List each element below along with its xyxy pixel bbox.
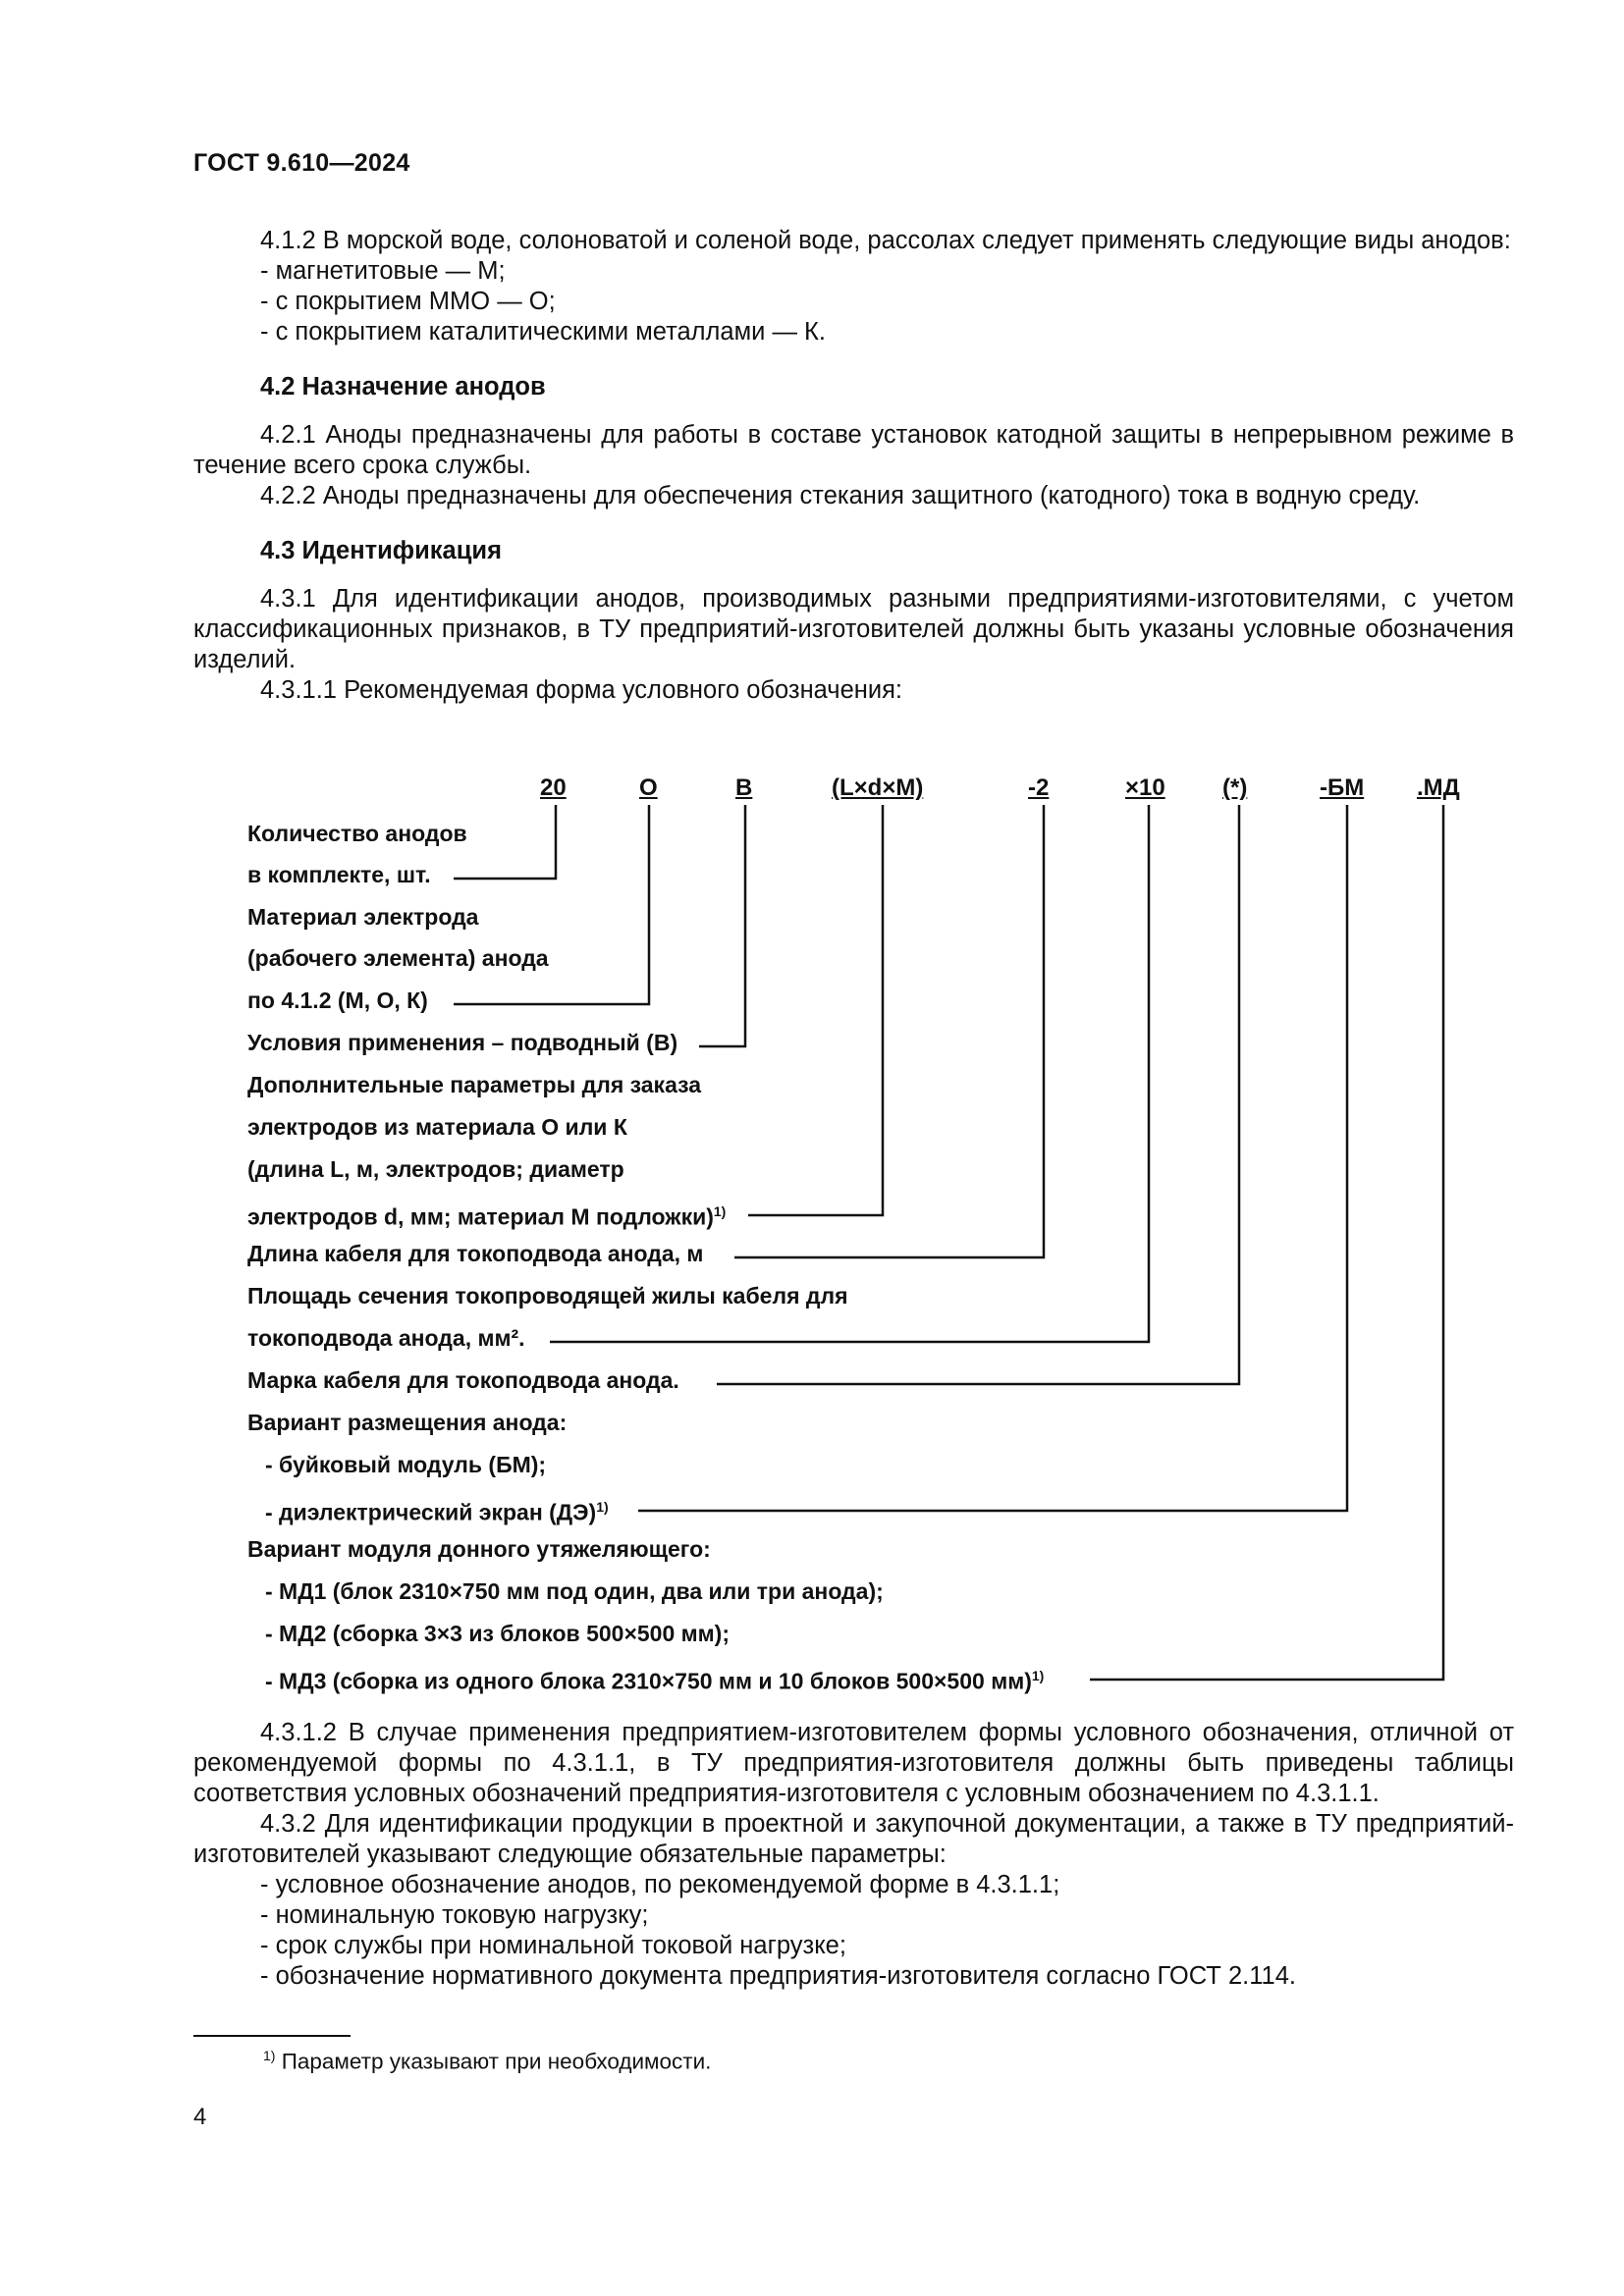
footnote-ref: 1): [1031, 1668, 1045, 1683]
leader-material: [454, 805, 649, 1004]
list-item: - магнетитовые — М;: [260, 257, 506, 285]
list-item: - номинальную токовую нагрузку;: [260, 1901, 649, 1929]
para-4-1-2: 4.1.2 В морской воде, солоноватой и соленой воде, рассолах следует применять следующие виды анодов:: [260, 227, 1511, 254]
list-item: - с покрытием каталитическими металлами — К.: [260, 318, 826, 346]
section-heading-4-2: 4.2 Назначение анодов: [260, 373, 546, 400]
para-4-3-1: 4.3.1 Для идентификации анодов, производимых разными предприятиями-изготовителями, с учетом классификационных признаков, в ТУ предприятий-изготовителей должны быть указаны условные обозначения изделий.: [193, 585, 1514, 673]
footnote: [263, 2048, 711, 2075]
label-quantity-2: в комплекте, шт.: [247, 862, 431, 887]
label-module: Вариант модуля донного утяжеляющего:: [247, 1536, 711, 1562]
label-quantity-1: Количество анодов: [247, 821, 467, 846]
leader-cable-brand: [717, 805, 1239, 1384]
label-placement-bm: - буйковый модуль (БМ);: [265, 1452, 547, 1477]
leader-cable-length: [734, 805, 1044, 1257]
label-cable-brand: Марка кабеля для токоподвода анода.: [247, 1367, 679, 1393]
footnote-divider: [193, 2035, 351, 2037]
code-cable-section: ×10: [1125, 774, 1165, 801]
list-item: - срок службы при номинальной токовой нагрузке;: [260, 1932, 846, 1959]
code-cable-brand: (*): [1222, 774, 1248, 801]
code-quantity: 20: [540, 774, 567, 801]
label-material-1: Материал электрода: [247, 904, 479, 930]
code-material: О: [639, 774, 658, 801]
label-placement: Вариант размещения анода:: [247, 1410, 568, 1435]
list-item: - с покрытием ММО — О;: [260, 288, 556, 315]
label-module-md2: - МД2 (сборка 3×3 из блоков 500×500 мм);: [265, 1621, 730, 1646]
label-conditions: Условия применения – подводный (В): [247, 1030, 678, 1055]
leader-bottom-module: [1090, 805, 1443, 1680]
para-4-2-2: 4.2.2 Аноды предназначены для обеспечения стекания защитного (катодного) тока в водную среду.: [260, 482, 1421, 509]
leader-cable-section: [550, 805, 1149, 1342]
label-params-4-text: электродов d, мм; материал М подложки): [247, 1203, 714, 1230]
para-4-3-2: 4.3.2 Для идентификации продукции в проектной и закупочной документации, а также в ТУ предприятий-изготовителей указывают следующие обязательные параметры:: [193, 1810, 1514, 1868]
label-cable-section-1: Площадь сечения токопроводящей жилы кабеля для: [247, 1283, 848, 1308]
para-4-3-1-1: 4.3.1.1 Рекомендуемая форма условного обозначения:: [260, 676, 902, 704]
list-item: - обозначение нормативного документа предприятия-изготовителя согласно ГОСТ 2.114.: [260, 1962, 1296, 1990]
leader-parameters: [748, 805, 883, 1215]
footnote-text: Параметр указывают при необходимости.: [281, 2049, 712, 2074]
label-material-3: по 4.1.2 (М, О, К): [247, 988, 428, 1013]
label-params-1: Дополнительные параметры для заказа: [247, 1072, 702, 1097]
leader-quantity: [454, 805, 556, 879]
code-conditions: В: [735, 774, 753, 801]
label-placement-de-text: - диэлектрический экран (ДЭ): [265, 1499, 597, 1525]
footnote-mark: 1): [263, 2048, 276, 2063]
footnote-ref: 1): [713, 1203, 727, 1219]
footnote-ref: 1): [596, 1499, 609, 1515]
standard-header: ГОСТ 9.610—2024: [193, 149, 410, 177]
label-cable-section-2: токоподвода анода, мм².: [247, 1325, 525, 1351]
label-module-md1: - МД1 (блок 2310×750 мм под один, два или три анода);: [265, 1578, 884, 1604]
label-material-2: (рабочего элемента) анода: [247, 945, 549, 971]
code-parameters: (L×d×M): [832, 774, 924, 801]
code-placement: -БМ: [1320, 774, 1365, 801]
code-cable-length: -2: [1028, 774, 1050, 801]
label-params-3: (длина L, м, электродов; диаметр: [247, 1156, 624, 1182]
section-heading-4-3: 4.3 Идентификация: [260, 537, 502, 564]
code-bottom-module: .МД: [1417, 774, 1460, 801]
label-module-md3-text: - МД3 (сборка из одного блока 2310×750 мм и 10 блоков 500×500 мм): [265, 1668, 1032, 1694]
label-cable-length: Длина кабеля для токоподвода анода, м: [247, 1241, 704, 1266]
page-number: 4: [193, 2104, 207, 2130]
para-4-3-1-2: 4.3.1.2 В случае применения предприятием-изготовителем формы условного обозначения, отличной от рекомендуемой формы по 4.3.1.1, в ТУ предприятия-изготовителя должны быть приведены таблицы соответствия условных обозначений предприятия-изготовителя с условным обозначением по 4.3.1.1.: [193, 1719, 1514, 1807]
label-params-2: электродов из материала О или К: [247, 1114, 627, 1140]
leader-conditions: [699, 805, 745, 1046]
para-4-2-1: 4.2.1 Аноды предназначены для работы в составе установок катодной защиты в непрерывном режиме в течение всего срока службы.: [193, 421, 1514, 479]
lower-text: [193, 1718, 1514, 1992]
list-item: - условное обозначение анодов, по рекомендуемой форме в 4.3.1.1;: [260, 1871, 1060, 1898]
